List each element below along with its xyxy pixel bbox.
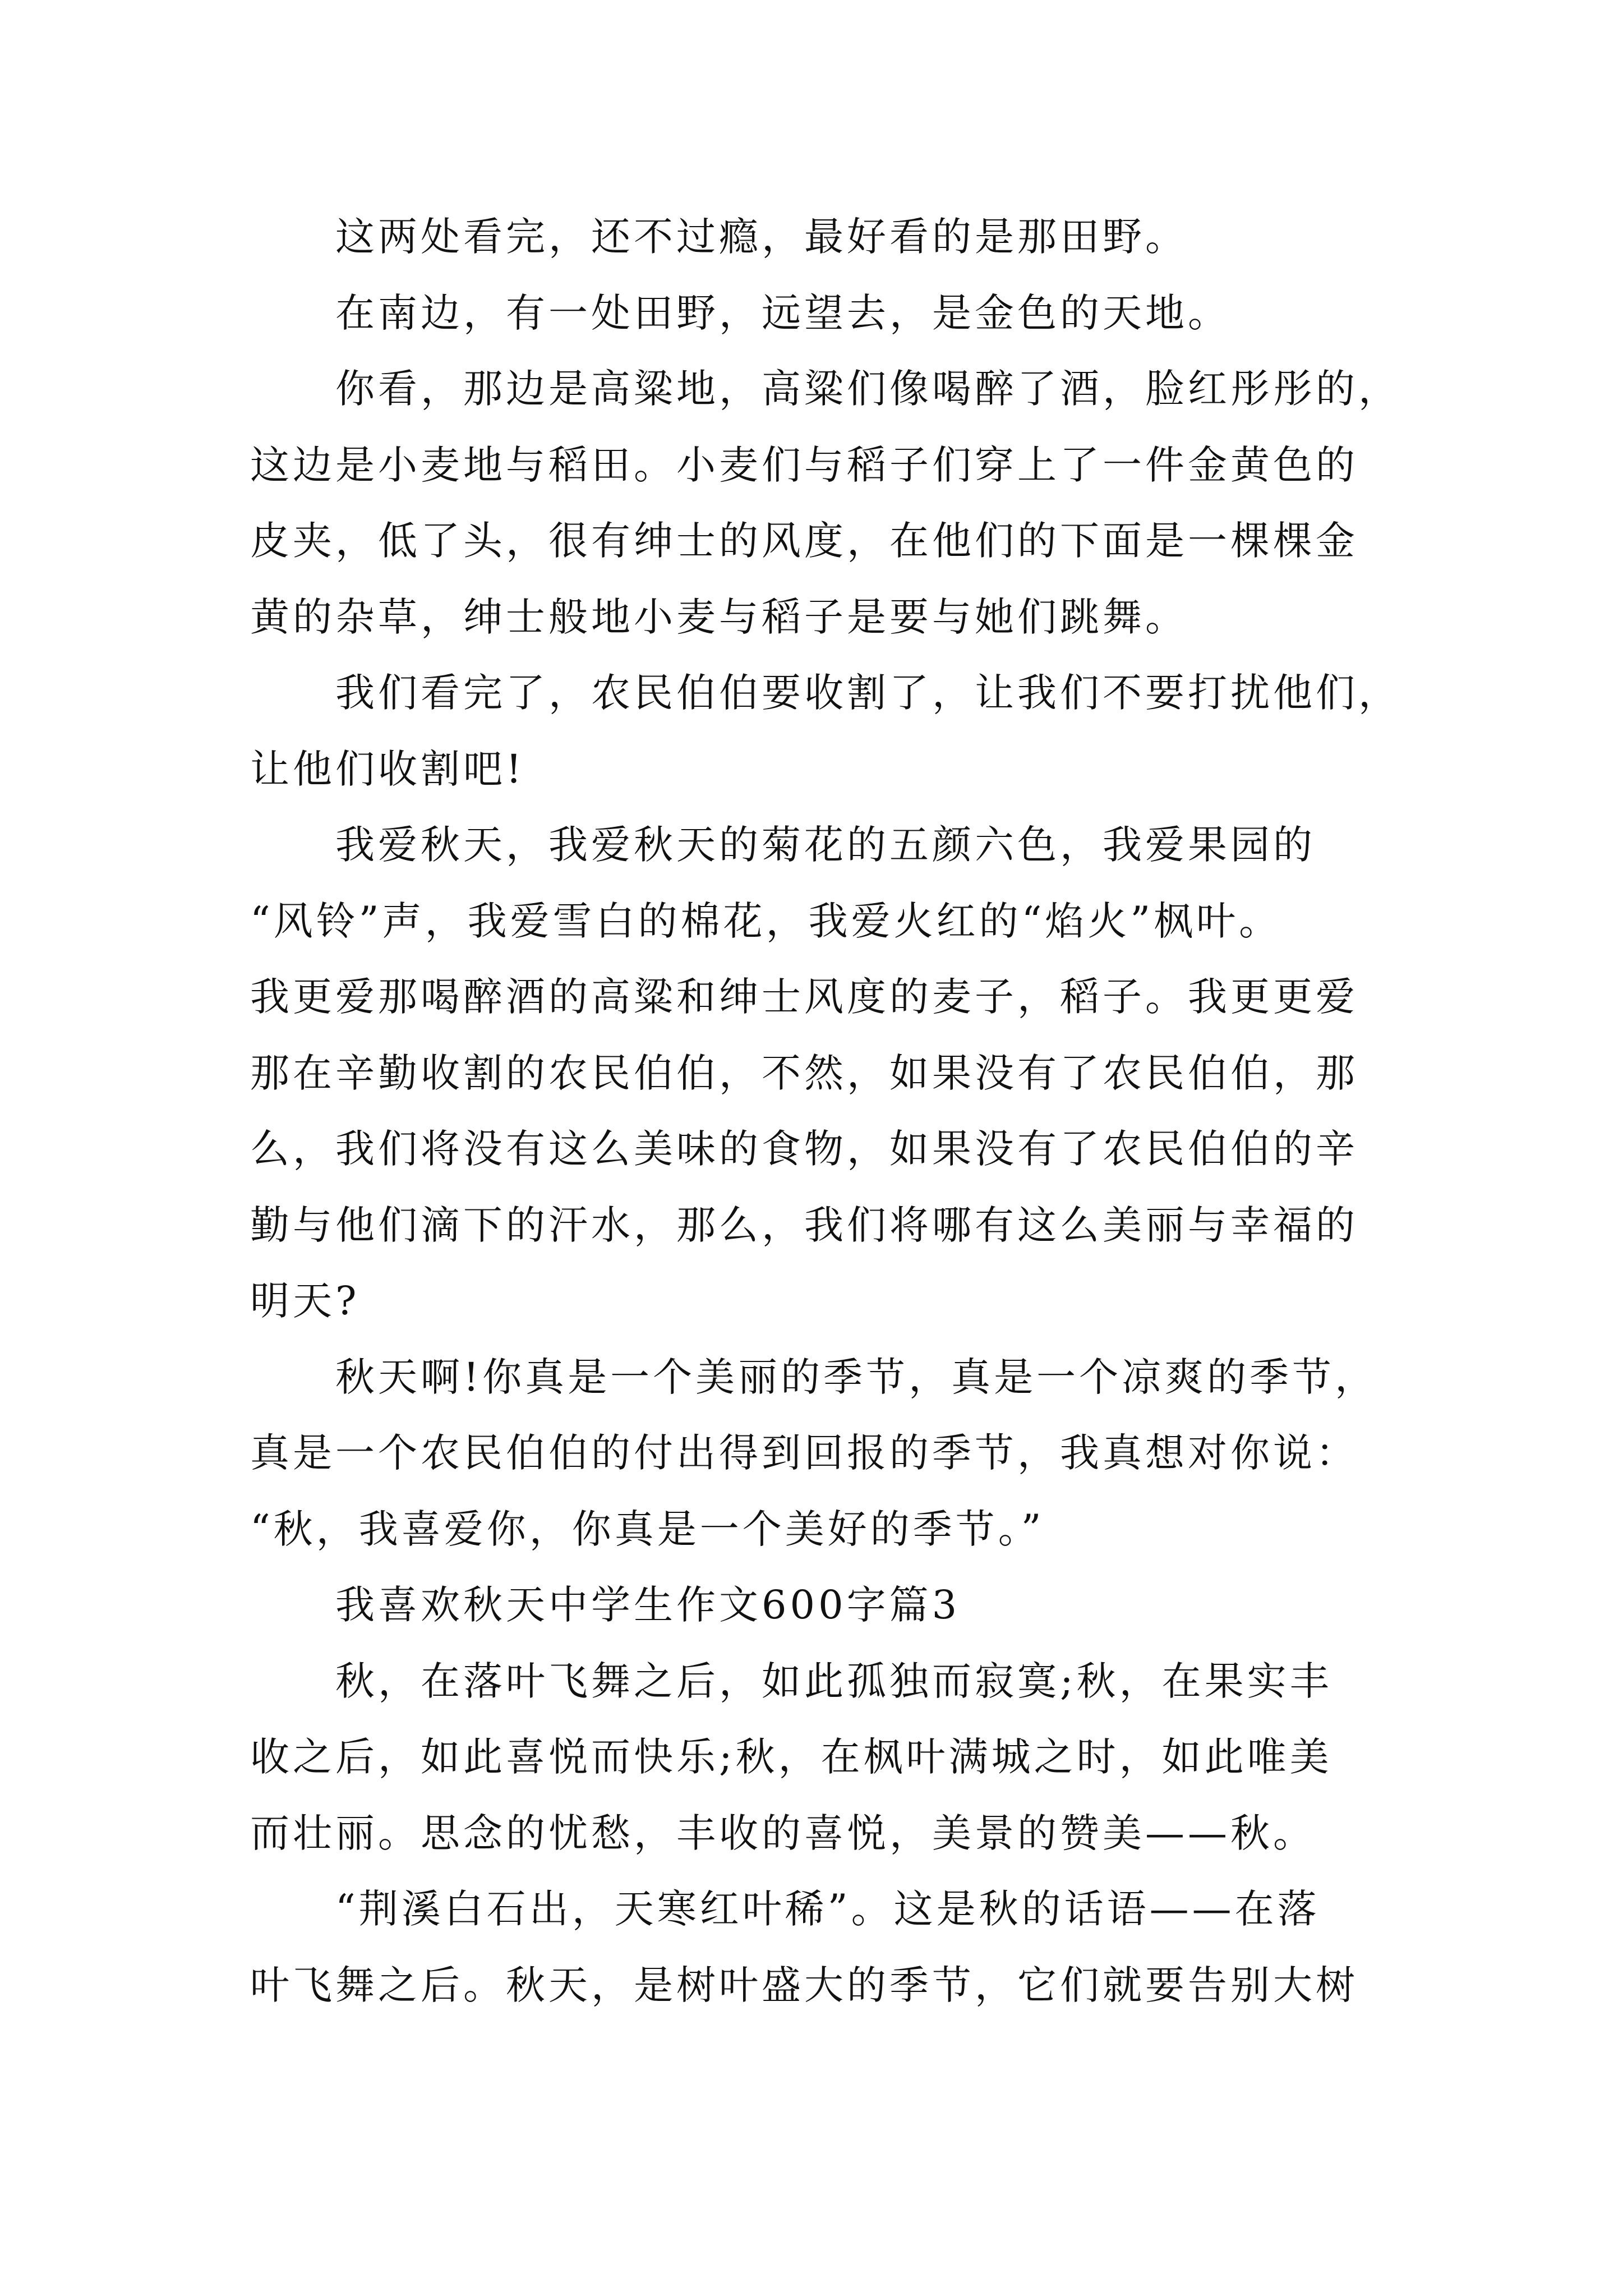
paragraph — [250, 1340, 1383, 1568]
text-line: 我喜欢秋天中学生作文600字篇3 — [335, 1582, 961, 1628]
paragraph — [250, 807, 1383, 1340]
text-line: 收之后，如此喜悦而快乐;秋，在枫叶满城之时，如此唯美 — [250, 1734, 1332, 1780]
paragraph — [250, 275, 1383, 352]
text-line: 皮夹，低了头，很有绅士的风度，在他们的下面是一棵棵金 — [250, 518, 1358, 564]
text-line: 真是一个农民伯伯的付出得到回报的季节，我真想对你说： — [250, 1430, 1358, 1476]
paragraph — [250, 1871, 1383, 2023]
text-line: “风铃”声，我爱雪白的棉花，我爱火红的“焰火”枫叶。 — [250, 898, 1282, 944]
section-heading — [250, 1567, 1383, 1644]
text-line: “荆溪白石出，天寒红叶稀”。这是秋的话语——在落 — [335, 1886, 1320, 1932]
text-line: 我更爱那喝醉酒的高粱和绅士风度的麦子，稻子。我更更爱 — [250, 974, 1358, 1020]
text-line: 让他们收割吧! — [250, 746, 525, 792]
text-line: 我爱秋天，我爱秋天的菊花的五颜六色，我爱果园的 — [335, 822, 1316, 868]
text-line: 你看，那边是高粱地，高粱们像喝醉了酒，脸红彤彤的， — [335, 366, 1401, 412]
text-line: 叶飞舞之后。秋天，是树叶盛大的季节，它们就要告别大树 — [250, 1962, 1358, 2008]
paragraph — [250, 351, 1401, 655]
text-line: 而壮丽。思念的忧愁，丰收的喜悦，美景的赞美——秋。 — [250, 1810, 1316, 1856]
document-body — [250, 199, 1401, 2023]
paragraph — [250, 1644, 1383, 1872]
text-line: 么，我们将没有这么美味的食物，如果没有了农民伯伯的辛 — [250, 1126, 1358, 1172]
paragraph — [250, 655, 1401, 807]
text-line: 秋天啊!你真是一个美丽的季节，真是一个凉爽的季节， — [335, 1354, 1378, 1400]
text-line: 我们看完了，农民伯伯要收割了，让我们不要打扰他们， — [335, 670, 1401, 716]
text-line: 在南边，有一处田野，远望去，是金色的天地。 — [335, 289, 1230, 336]
text-line: 勤与他们滴下的汗水，那么，我们将哪有这么美丽与幸福的 — [250, 1202, 1358, 1248]
text-line: 这两处看完，还不过瘾，最好看的是那田野。 — [335, 214, 1188, 260]
text-line: “秋，我喜爱你，你真是一个美好的季节。” — [250, 1506, 1045, 1552]
text-line: 明天? — [250, 1278, 360, 1324]
text-line: 秋，在落叶飞舞之后，如此孤独而寂寞;秋，在果实丰 — [335, 1658, 1332, 1704]
text-line: 这边是小麦地与稻田。小麦们与稻子们穿上了一件金黄色的 — [250, 441, 1358, 488]
paragraph — [250, 199, 1383, 275]
text-line: 那在辛勤收割的农民伯伯，不然，如果没有了农民伯伯，那 — [250, 1050, 1358, 1096]
text-line: 黄的杂草，绅士般地小麦与稻子是要与她们跳舞。 — [250, 593, 1188, 640]
